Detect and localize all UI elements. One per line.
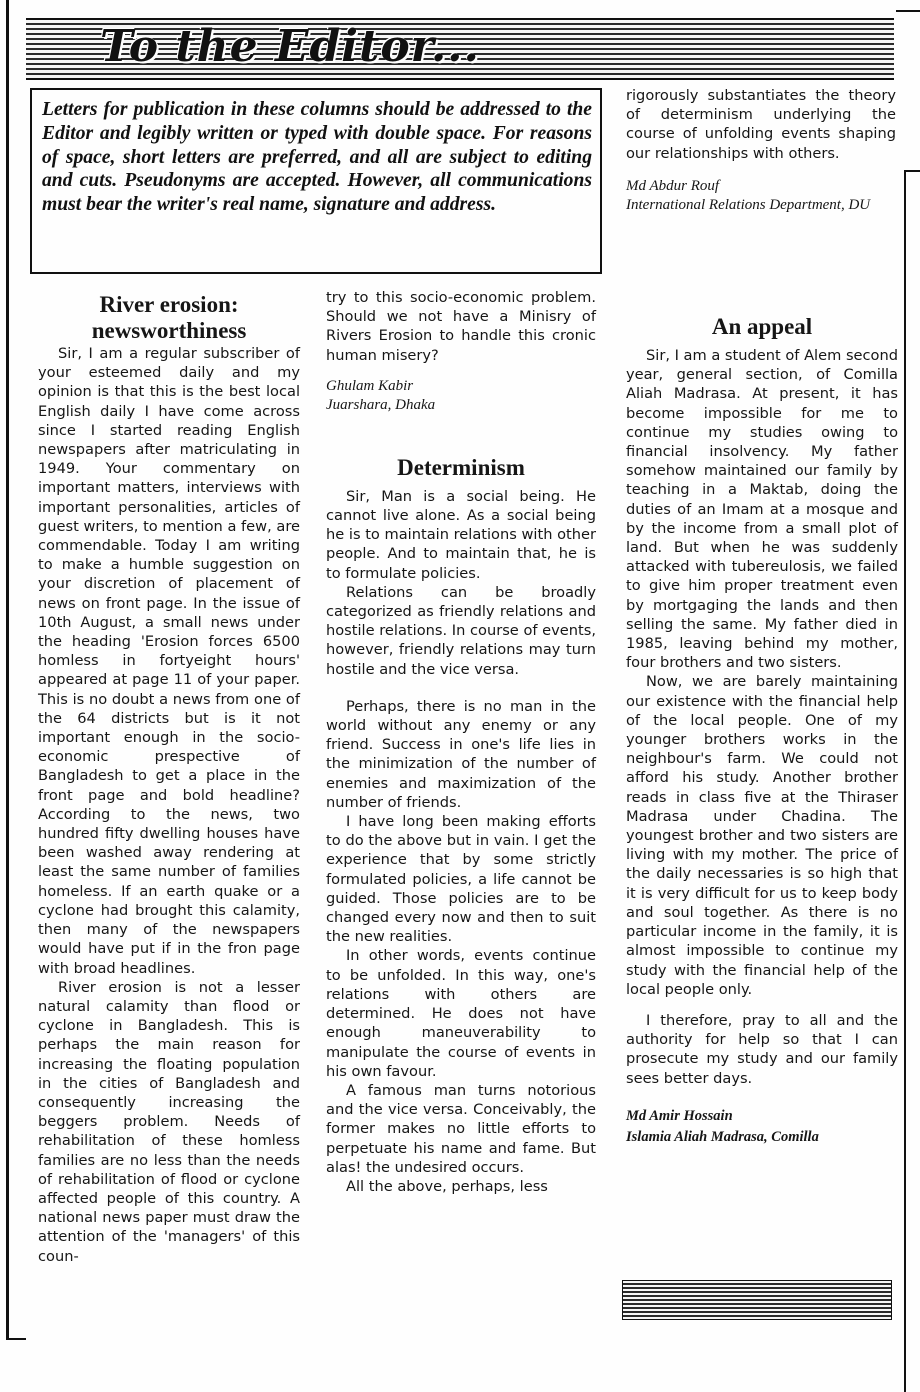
column-3 <box>626 86 898 1145</box>
letter3-paragraph: Now, we are barely maintaining our existence with the financial help of the local people. One of my younger brothers works in the neighbour's farm. We could not afford his study. Another brother reads in class five at the Thiraser Madrasa under Chadina. The youngest brother and two sisters are living with my mother. The price of the daily necessaries is so high that it is very difficult for us to keep body and soul together. As there is no particular income in the family, it is almost impossible to continue my study with the financial help of the local people only. <box>626 673 898 998</box>
column-2 <box>326 288 596 1196</box>
letter2-continuation: rigorously substantiates the theory of determinism underlying the course of unfolding events shaping our relationships with others. <box>626 87 896 162</box>
headline-river-erosion: River erosion: newsworthiness <box>91 292 247 343</box>
adjacent-page-edge <box>904 170 920 1392</box>
end-rule-box <box>622 1280 892 1320</box>
headline-determinism: Determinism <box>397 454 525 480</box>
editorial-notice: Letters for publication in these columns should be addressed to the Editor and legibly written or typed with double space. For reasons of space, short letters are preferred, and all are subject to editing and cuts. Pseudonyms are accepted. However, all communications must bear the writer's real name, signature and address. <box>30 88 602 274</box>
letter3-paragraph: I therefore, pray to all and the authority for help so that I can prosecute my study and our family sees better days. <box>626 1011 898 1087</box>
column-1 <box>38 292 300 1266</box>
letter2-signature-name: Md Abdur Rouf <box>626 177 720 194</box>
letter2-paragraph: Relations can be broadly categorized as friendly relations and hostile relations. In course of events, however, friendly relations may turn hostile and the vice versa. <box>326 583 596 678</box>
letter1-continuation: try to this socio-economic problem. Should we not have a Minisry of Rivers Erosion to handle this cronic human misery? <box>326 289 596 364</box>
letter2-paragraph: In other words, events continue to be unfolded. In this way, one's relations with others are determined. He does not have enough maneuverability to manipulate the course of events in his own favour. <box>326 947 596 1080</box>
letter1-signature-name: Ghulam Kabir <box>326 377 414 394</box>
letter2-paragraph: Perhaps, there is no man in the world without any enemy or any friend. Success in one's life lies in the minimization of the number of enemies and maximization of the number of friends. <box>326 697 596 811</box>
letter3-signature-place: Islamia Aliah Madrasa, Comilla <box>626 1128 819 1145</box>
section-title: To the Editor... <box>100 21 480 72</box>
letter3-block <box>626 314 898 1148</box>
letter2-signature-place: International Relations Department, DU <box>626 196 871 213</box>
letter2-paragraph: I have long been making efforts to do the above but in vain. I get the experience that by some strictly formulated policies, a life cannot be guided. Those policies are to be changed every now and then to suit the new realities. <box>326 813 596 946</box>
letter2-paragraph: Sir, Man is a social being. He cannot live alone. As a social being he is to maintain relations with other people. And to maintain that, he is to formulate policies. <box>326 487 596 582</box>
letter3-signature-name: Md Amir Hossain <box>626 1107 733 1124</box>
bottom-rule <box>6 1338 26 1340</box>
letter3-paragraph: Sir, I am a student of Alem second year, general section, of Comilla Aliah Madrasa. At present, it has become impossible for me to continue my studies owing to financial insolvency. My father somehow maintained our family by teaching in a Maktab, doing the duties of an Imam at a mosque and by the income from a small plot of land. But when he was suddenly attacked with tubereulosis, we failed to give him proper treatment even by mortgaging the lands and then selling the same. My father died in 1985, leaving behind my mother, four brothers and two sisters. <box>626 347 898 672</box>
letter2-paragraph: A famous man turns notorious and the vice versa. Conceivably, the former makes no little efforts to perpetuate his name and fame. But alas! the undesired occurs. <box>326 1081 596 1176</box>
letter1-paragraph: Sir, I am a regular subscriber of your esteemed daily and my opinion is that this is the best local English daily I have come across since I started reading English newspapers after matriculating in 1949. Your commentary on important matters, interviews with important personalities, articles of guest writers, to mention a few, are commendable. Today I am writing to make a humble suggestion on your discretion of placement of news on front page. In the issue of 10th August, a small news under the heading 'Erosion forces 6500 homless in fortyeight hours' appeared at page 11 of your paper. This is no doubt a news from one of the 64 districts but is it not important enough in the socio-economic prespective of Bangladesh to get a place in the front page and bold headline? According to the news, two hundred fifty dwelling houses have been washed away rendering at least the same number of families homeless. If an earth quake or a cyclone had brought this calamity, then many of the newspapers would have put if in the fron page with broad headlines. <box>38 345 300 977</box>
letter1-paragraph: River erosion is not a lesser natural calamity than flood or cyclone in Bangladesh. This is perhaps the main reason for increasing the floating population in the cities of Bangladesh and consequently increasing the beggers problem. Needs of rehabilitation of these homless families are no less than the needs of rehabilitation of flood or cyclone affected people of this country. A national news paper must draw the attention of the 'managers' of this coun- <box>38 978 300 1265</box>
adjacent-page-edge-top <box>896 0 920 12</box>
letter1-signature-place: Juarshara, Dhaka <box>326 396 436 413</box>
headline-an-appeal: An appeal <box>711 314 813 339</box>
page-left-border <box>6 0 9 1340</box>
letter2-paragraph: All the above, perhaps, less <box>346 1177 548 1195</box>
